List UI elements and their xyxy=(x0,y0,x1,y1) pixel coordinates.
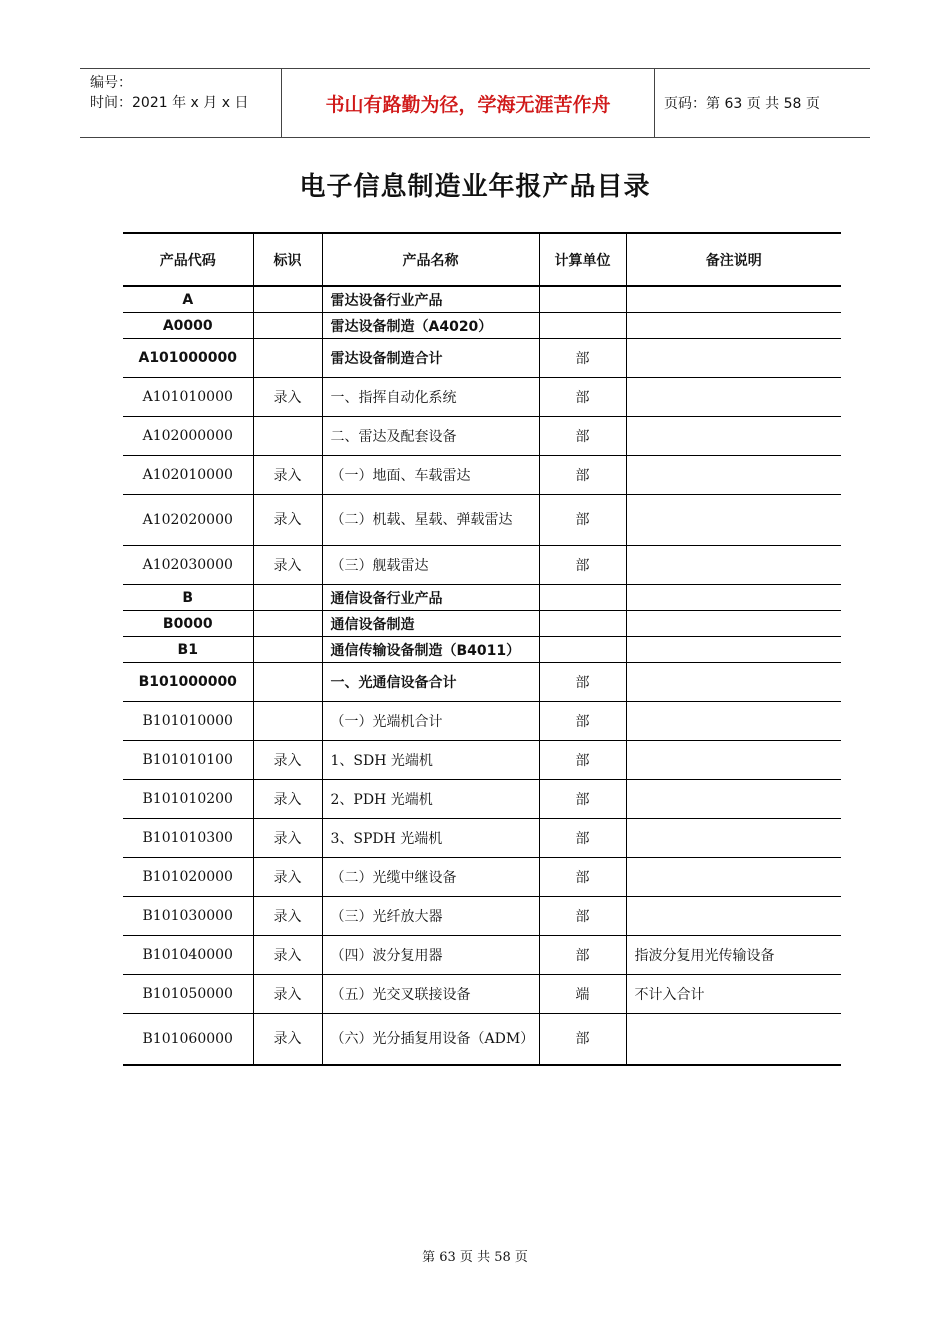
product-unit: 部 xyxy=(539,702,626,741)
product-tag: 录入 xyxy=(253,819,322,858)
product-code: B0000 xyxy=(123,611,253,637)
product-tag: 录入 xyxy=(253,378,322,417)
product-code: A xyxy=(123,286,253,313)
header-meta xyxy=(90,73,248,113)
product-note xyxy=(626,546,841,585)
product-unit: 部 xyxy=(539,936,626,975)
product-name: 二、雷达及配套设备 xyxy=(322,417,539,456)
table-row xyxy=(123,339,841,378)
product-unit: 部 xyxy=(539,741,626,780)
product-tag: 录入 xyxy=(253,456,322,495)
number-label: 编号： xyxy=(90,75,132,91)
product-note xyxy=(626,611,841,637)
product-note xyxy=(626,897,841,936)
product-tag xyxy=(253,313,322,339)
time-label: 时间：2021 年 x 月 x 日 xyxy=(90,95,249,111)
product-unit: 部 xyxy=(539,339,626,378)
product-unit: 部 xyxy=(539,897,626,936)
product-catalog-table xyxy=(123,232,841,1066)
product-name: （一）光端机合计 xyxy=(322,702,539,741)
product-tag: 录入 xyxy=(253,495,322,546)
product-note xyxy=(626,585,841,611)
column-header-name: 产品名称 xyxy=(322,233,539,286)
product-note xyxy=(626,663,841,702)
product-unit: 部 xyxy=(539,663,626,702)
product-note xyxy=(626,339,841,378)
table-row xyxy=(123,702,841,741)
product-name: 一、光通信设备合计 xyxy=(322,663,539,702)
product-name: （三）光纤放大器 xyxy=(322,897,539,936)
product-note xyxy=(626,858,841,897)
table-header-row xyxy=(123,233,841,286)
product-name: 雷达设备行业产品 xyxy=(322,286,539,313)
product-unit: 部 xyxy=(539,780,626,819)
product-tag xyxy=(253,663,322,702)
product-tag xyxy=(253,417,322,456)
product-tag: 录入 xyxy=(253,975,322,1014)
product-code: A102010000 xyxy=(123,456,253,495)
product-unit xyxy=(539,286,626,313)
product-unit xyxy=(539,637,626,663)
product-tag: 录入 xyxy=(253,780,322,819)
product-code: B101020000 xyxy=(123,858,253,897)
product-name: 雷达设备制造合计 xyxy=(322,339,539,378)
table-row xyxy=(123,819,841,858)
product-note: 不计入合计 xyxy=(626,975,841,1014)
product-unit: 部 xyxy=(539,546,626,585)
product-code: A102000000 xyxy=(123,417,253,456)
product-tag: 录入 xyxy=(253,1014,322,1066)
product-name: （二）机载、星载、弹载雷达 xyxy=(322,495,539,546)
product-note xyxy=(626,637,841,663)
table-row xyxy=(123,858,841,897)
product-name: 2、PDH 光端机 xyxy=(322,780,539,819)
product-unit xyxy=(539,611,626,637)
product-code: B101010100 xyxy=(123,741,253,780)
product-note xyxy=(626,286,841,313)
product-code: B101030000 xyxy=(123,897,253,936)
product-code: B101010000 xyxy=(123,702,253,741)
product-code: B101010200 xyxy=(123,780,253,819)
product-tag xyxy=(253,339,322,378)
table-row xyxy=(123,417,841,456)
product-code: B101040000 xyxy=(123,936,253,975)
product-code: B101060000 xyxy=(123,1014,253,1066)
product-tag xyxy=(253,637,322,663)
product-name: （三）舰载雷达 xyxy=(322,546,539,585)
table-row xyxy=(123,286,841,313)
product-unit xyxy=(539,585,626,611)
product-code: B101000000 xyxy=(123,663,253,702)
product-tag: 录入 xyxy=(253,741,322,780)
table-row xyxy=(123,637,841,663)
product-name: 通信设备制造 xyxy=(322,611,539,637)
product-note xyxy=(626,417,841,456)
table-row xyxy=(123,313,841,339)
product-code: A101010000 xyxy=(123,378,253,417)
table-row xyxy=(123,585,841,611)
table-row xyxy=(123,897,841,936)
product-unit: 部 xyxy=(539,1014,626,1066)
product-note xyxy=(626,702,841,741)
column-header-note: 备注说明 xyxy=(626,233,841,286)
product-note xyxy=(626,313,841,339)
product-code: A102030000 xyxy=(123,546,253,585)
table-row xyxy=(123,611,841,637)
product-note xyxy=(626,741,841,780)
product-unit xyxy=(539,313,626,339)
product-name: 通信设备行业产品 xyxy=(322,585,539,611)
product-unit: 部 xyxy=(539,378,626,417)
product-unit: 部 xyxy=(539,819,626,858)
product-tag: 录入 xyxy=(253,858,322,897)
product-note xyxy=(626,780,841,819)
header-page-info: 页码：第 63 页 共 58 页 xyxy=(664,96,820,112)
product-tag xyxy=(253,702,322,741)
product-code: B101010300 xyxy=(123,819,253,858)
product-tag xyxy=(253,611,322,637)
table-row xyxy=(123,378,841,417)
table-row xyxy=(123,546,841,585)
product-note xyxy=(626,456,841,495)
column-header-tag: 标识 xyxy=(253,233,322,286)
product-code: B xyxy=(123,585,253,611)
product-note xyxy=(626,378,841,417)
product-tag: 录入 xyxy=(253,897,322,936)
table-row xyxy=(123,975,841,1014)
product-note xyxy=(626,819,841,858)
product-unit: 部 xyxy=(539,858,626,897)
header-motto: 书山有路勤为径，学海无涯苦作舟 xyxy=(325,93,611,116)
product-name: （二）光缆中继设备 xyxy=(322,858,539,897)
product-unit: 部 xyxy=(539,456,626,495)
product-name: 一、指挥自动化系统 xyxy=(322,378,539,417)
product-code: B1 xyxy=(123,637,253,663)
page-title: 电子信息制造业年报产品目录 xyxy=(299,172,651,202)
product-code: A0000 xyxy=(123,313,253,339)
product-name: （四）波分复用器 xyxy=(322,936,539,975)
page-footer: 第 63 页 共 58 页 xyxy=(422,1250,528,1265)
product-note xyxy=(626,495,841,546)
product-name: 通信传输设备制造（B4011） xyxy=(322,637,539,663)
header-divider xyxy=(654,69,655,137)
product-name: （一）地面、车载雷达 xyxy=(322,456,539,495)
table-row xyxy=(123,1014,841,1066)
document-header xyxy=(80,68,870,138)
product-name: 雷达设备制造（A4020） xyxy=(322,313,539,339)
column-header-unit: 计算单位 xyxy=(539,233,626,286)
product-code: B101050000 xyxy=(123,975,253,1014)
product-unit: 端 xyxy=(539,975,626,1014)
product-note xyxy=(626,1014,841,1066)
product-unit: 部 xyxy=(539,495,626,546)
product-name: （六）光分插复用设备（ADM） xyxy=(322,1014,539,1066)
product-tag: 录入 xyxy=(253,546,322,585)
table-row xyxy=(123,780,841,819)
product-code: A101000000 xyxy=(123,339,253,378)
table-row xyxy=(123,936,841,975)
product-name: 1、SDH 光端机 xyxy=(322,741,539,780)
product-name: （五）光交叉联接设备 xyxy=(322,975,539,1014)
column-header-code: 产品代码 xyxy=(123,233,253,286)
product-unit: 部 xyxy=(539,417,626,456)
table-row xyxy=(123,495,841,546)
table-row xyxy=(123,663,841,702)
product-tag xyxy=(253,286,322,313)
product-note: 指波分复用光传输设备 xyxy=(626,936,841,975)
table-row xyxy=(123,741,841,780)
product-tag: 录入 xyxy=(253,936,322,975)
table-row xyxy=(123,456,841,495)
product-tag xyxy=(253,585,322,611)
product-name: 3、SPDH 光端机 xyxy=(322,819,539,858)
product-code: A102020000 xyxy=(123,495,253,546)
